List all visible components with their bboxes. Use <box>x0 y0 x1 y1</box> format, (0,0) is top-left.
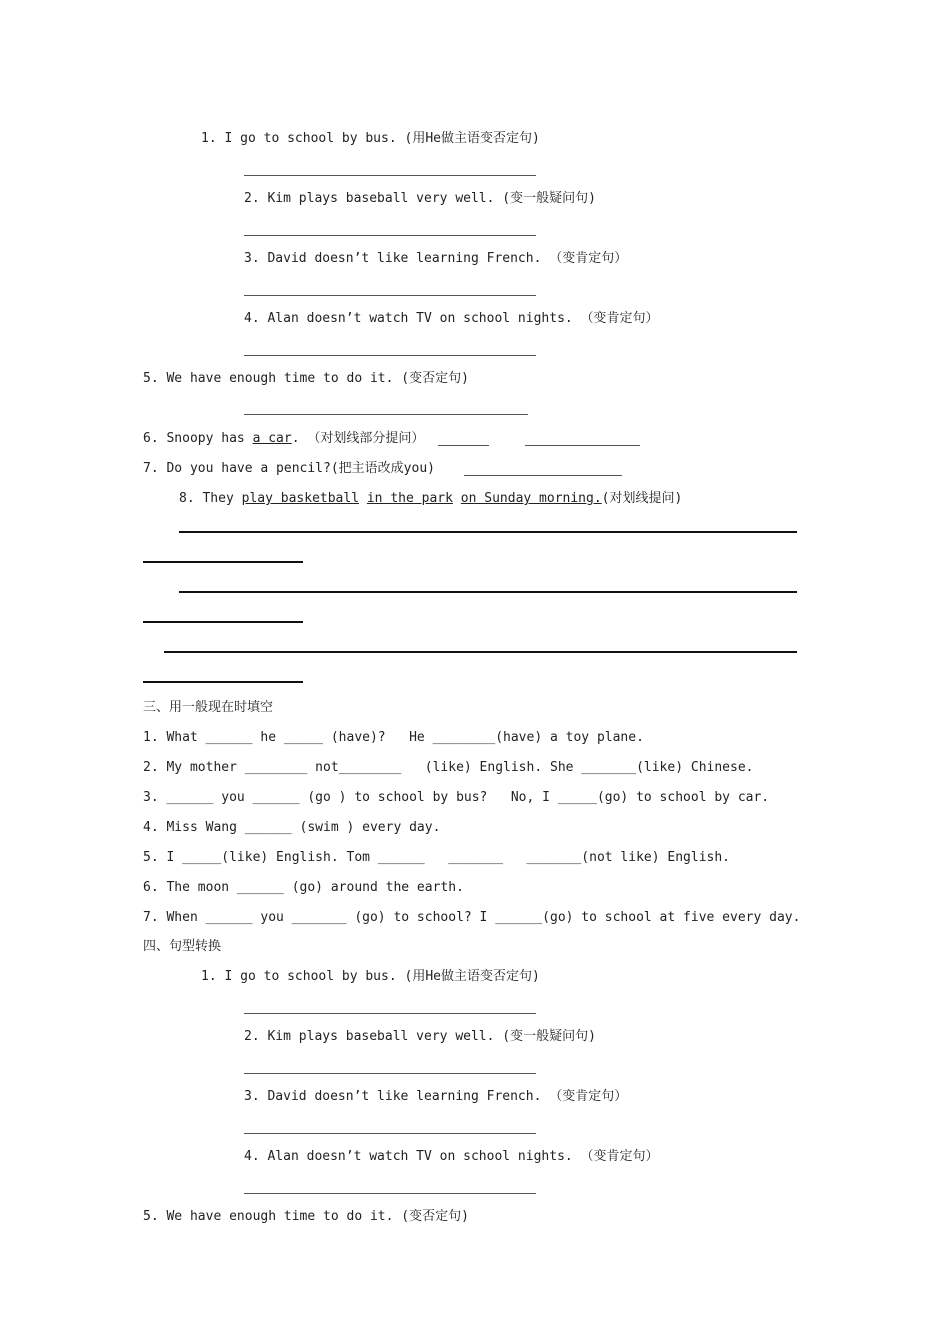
answer-line-8a-cont[interactable] <box>143 561 303 563</box>
answer-line-5[interactable] <box>244 414 528 415</box>
s4-question-4: 4. Alan doesn’t watch TV on school nights. （变肯定句） <box>244 1149 659 1164</box>
s3-item-6: 6. The moon ______ (go) around the earth. <box>143 880 464 895</box>
question-6 <box>143 431 424 447</box>
s4-answer-line-2[interactable] <box>244 1073 536 1074</box>
question-4: 4. Alan doesn’t watch TV on school nights. （变肯定句） <box>244 311 659 326</box>
q8-text-b: (对划线提问) <box>601 491 683 506</box>
answer-blank-6b[interactable] <box>525 445 640 446</box>
s4-question-1: 1. I go to school by bus. (用He做主语变否定句) <box>201 969 540 984</box>
s4-answer-line-3[interactable] <box>244 1133 536 1134</box>
s4-question-2: 2. Kim plays baseball very well. (变一般疑问句) <box>244 1029 596 1044</box>
answer-line-1[interactable] <box>244 175 536 176</box>
question-3: 3. David doesn’t like learning French. （变肯定句） <box>244 251 628 266</box>
s3-item-2: 2. My mother ________ not________ (like) English. She _______(like) Chinese. <box>143 760 754 775</box>
q6-text-a: 6. Snoopy has <box>143 431 253 446</box>
s4-answer-line-4[interactable] <box>244 1193 536 1194</box>
q8-underlined-3: on Sunday morning. <box>460 491 602 506</box>
question-7: 7. Do you have a pencil?(把主语改成you) <box>143 461 435 476</box>
q6-underlined: a car <box>252 431 292 446</box>
answer-blank-7[interactable] <box>464 475 622 476</box>
answer-line-8b-cont[interactable] <box>143 621 303 623</box>
s3-item-3: 3. ______ you ______ (go ) to school by bus? No, I _____(go) to school by car. <box>143 790 770 805</box>
question-2: 2. Kim plays baseball very well. (变一般疑问句) <box>244 191 596 206</box>
answer-blank-6a[interactable] <box>438 445 489 446</box>
s3-item-7: 7. When ______ you _______ (go) to school? I ______(go) to school at five every day. <box>143 910 801 925</box>
s3-item-4: 4. Miss Wang ______ (swim ) every day. <box>143 820 441 835</box>
q8-underlined-2: in the park <box>366 491 453 506</box>
section-3-title: 三、用一般现在时填空 <box>143 700 274 715</box>
answer-line-8b[interactable] <box>179 591 797 593</box>
answer-line-8c-cont[interactable] <box>143 681 303 683</box>
answer-line-2[interactable] <box>244 235 536 236</box>
answer-line-8a[interactable] <box>179 531 797 533</box>
question-5: 5. We have enough time to do it. (变否定句) <box>143 371 469 386</box>
answer-line-3[interactable] <box>244 295 536 296</box>
s4-answer-line-1[interactable] <box>244 1013 536 1014</box>
s4-question-3: 3. David doesn’t like learning French. （变肯定句） <box>244 1089 628 1104</box>
q8-underlined-1: play basketball <box>241 491 360 506</box>
s3-item-1: 1. What ______ he _____ (have)? He ________(have) a toy plane. <box>143 730 644 745</box>
question-1: 1. I go to school by bus. (用He做主语变否定句) <box>201 131 540 146</box>
q8-text-a: 8. They <box>179 491 242 506</box>
s3-item-5: 5. I _____(like) English. Tom ______ _______ _______(not like) English. <box>143 850 730 865</box>
s4-question-5: 5. We have enough time to do it. (变否定句) <box>143 1209 469 1224</box>
q6-text-b: . （对划线部分提问） <box>291 431 425 446</box>
answer-line-8c[interactable] <box>164 651 797 653</box>
section-4-title: 四、句型转换 <box>143 939 222 954</box>
answer-line-4[interactable] <box>244 355 536 356</box>
question-8 <box>179 491 682 507</box>
